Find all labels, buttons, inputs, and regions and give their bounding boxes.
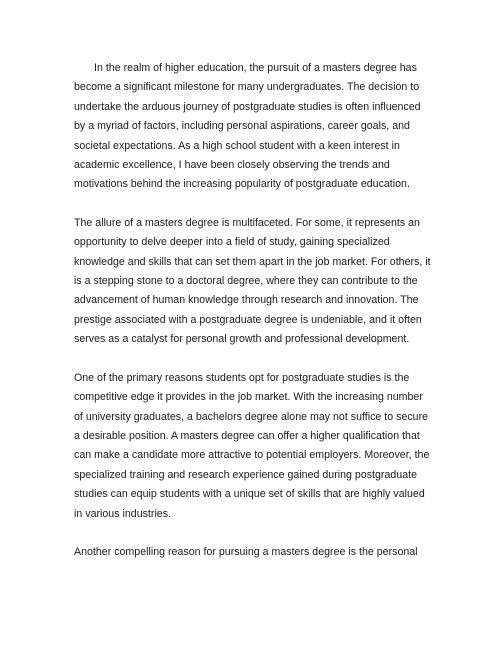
paragraph-4: Another compelling reason for pursuing a masters degree is the personal bbox=[74, 545, 418, 558]
paragraph-3: One of the primary reasons students opt for postgraduate studies is the competitive edge it provides in the job market. With the increasing number of university graduates, a bachelors degree alone may not suffice to secure a desirable position. A masters degree can offer a higher qualification that can make a candidate more attractive to potential employers. Moreover, the specialized training and research experience gained during postgraduate studies can equip students with a unique set of skills that are highly valued in various industries. bbox=[74, 371, 430, 520]
document-body bbox=[74, 59, 434, 581]
paragraph-1: In the realm of higher education, the pursuit of a masters degree has become a significant milestone for many undergraduates. The decision to undertake the arduous journey of postgraduate studies is often influenced by a myriad of factors, including personal aspirations, career goals, and societal expectations. As a high school student with a keen interest in academic excellence, I have been closely observing the trends and motivations behind the increasing popularity of postgraduate education. bbox=[74, 62, 421, 191]
paragraph-2: The allure of a masters degree is multifaceted. For some, it represents an opportunity to delve deeper into a field of study, gaining specialized knowledge and skills that can set them apart in the job market. For others, it is a stepping stone to a doctoral degree, where they can contribute to the advancement of human knowledge through research and innovation. The prestige associated with a postgraduate degree is undeniable, and it often serves as a catalyst for personal growth and professional development. bbox=[74, 216, 431, 346]
